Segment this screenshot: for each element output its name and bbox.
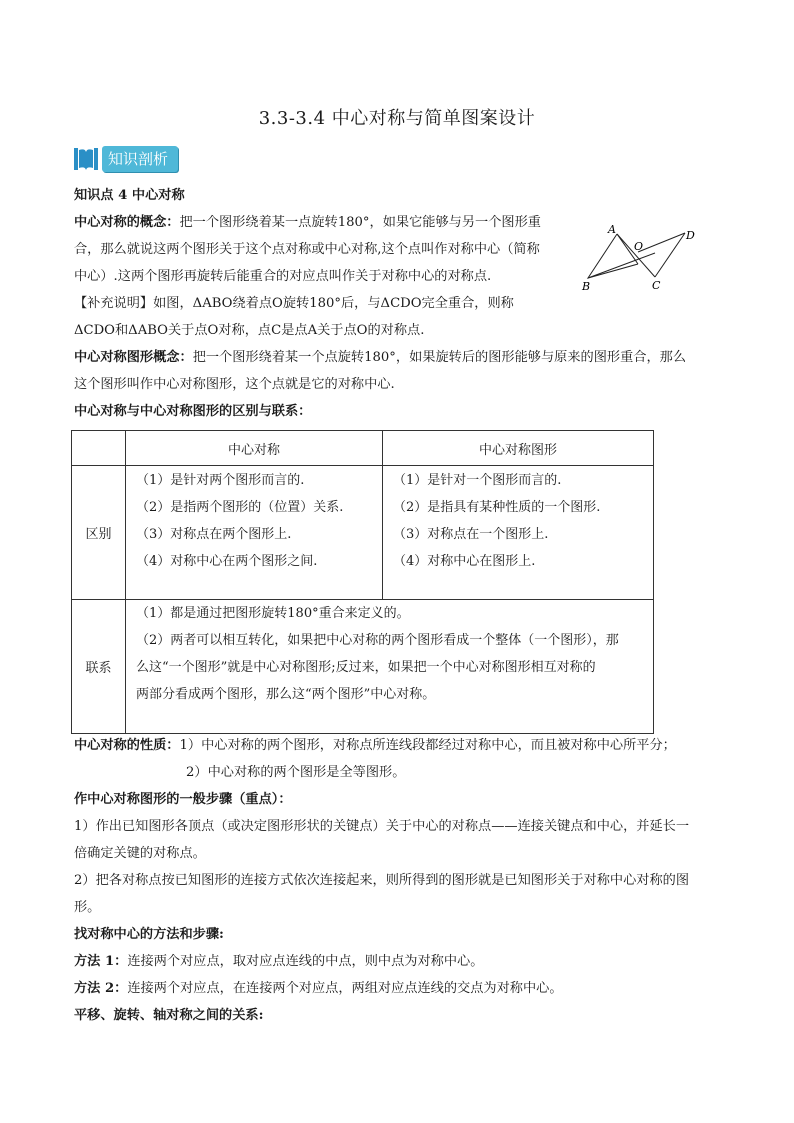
method-1-term: 方法 1： <box>74 954 128 969</box>
table-line: 两部分看成两个图形，那么这“两个图形”中心对称。 <box>136 687 436 702</box>
table-line: （4）对称中心在图形上. <box>393 554 536 569</box>
label-a: A <box>608 223 616 236</box>
difference-col1 <box>126 466 383 600</box>
properties-term: 中心对称的性质： <box>74 738 180 753</box>
find-center-heading: 找对称中心的方法和步骤: <box>74 927 224 942</box>
table-line: （4）对称中心在两个图形之间. <box>136 554 318 569</box>
relation-heading: 平移、旋转、轴对称之间的关系: <box>74 1008 264 1023</box>
triangle-abo <box>588 234 638 278</box>
method-2 <box>74 979 563 999</box>
table-corner-cell <box>72 431 126 466</box>
section-banner <box>73 145 178 173</box>
concept-term: 中心对称的概念： <box>74 215 180 230</box>
method-2-text: 连接两个对应点，在连接两个对应点，两组对应点连线的交点为对称中心。 <box>127 981 563 996</box>
table-line: （1）是针对一个图形而言的. <box>393 473 562 488</box>
banner-label: 知识剖析 <box>102 146 178 172</box>
book-icon <box>73 146 99 172</box>
header-central-symmetry: 中心对称 <box>126 431 383 466</box>
shape-concept-line-2: 这个图形叫作中心对称图形，这个点就是它的对称中心. <box>74 377 395 392</box>
page-title: 3.3-3.4 中心对称与简单图案设计 <box>258 108 536 129</box>
shape-concept-line-1 <box>74 348 686 368</box>
knowledge-point-heading: 知识点 4 中心对称 <box>74 188 185 203</box>
table-line: （1）都是通过把图形旋转180°重合来定义的。 <box>136 606 410 621</box>
table-line: （3）对称点在两个图形上. <box>136 527 292 542</box>
properties-line-2: 2）中心对称的两个图形是全等图形。 <box>186 765 406 780</box>
step-1-line-a: 1）作出已知图形各顶点（或决定图形形状的关键点）关于中心的对称点——连接关键点和中心，并延长一 <box>74 819 690 834</box>
concept-line-2: 合，那么就说这两个图形关于这个点对称或中心对称,这个点叫作对称中心（简称 <box>74 242 540 257</box>
comparison-table <box>71 430 654 734</box>
row-head-connection: 联系 <box>72 600 126 734</box>
properties-line-1 <box>74 736 676 756</box>
method-2-term: 方法 2： <box>74 981 128 996</box>
symmetry-figure <box>575 218 715 298</box>
supplement-line-1: 【补充说明】如图，ΔABO绕着点O旋转180°后，与ΔCDO完全重合，则称 <box>74 296 514 311</box>
method-1 <box>74 952 483 972</box>
label-d: D <box>686 229 695 242</box>
label-o: O <box>634 240 644 253</box>
steps-heading: 作中心对称图形的一般步骤（重点）： <box>74 792 292 807</box>
connection-cell <box>126 600 654 734</box>
properties-text: 1）中心对称的两个图形，对称点所连线段都经过对称中心，而且被对称中心所平分； <box>179 738 676 753</box>
table-line: （1）是针对两个图形而言的. <box>136 473 305 488</box>
method-1-text: 连接两个对应点，取对应点连线的中点，则中点为对称中心。 <box>127 954 484 969</box>
shape-concept-text: 把一个图形绕着某一个点旋转180°，如果旋转后的图形能够与原来的图形重合，那么 <box>192 350 687 365</box>
row-head-difference: 区别 <box>72 466 126 600</box>
concept-line-3: 中心）.这两个图形再旋转后能重合的对应点叫作关于对称中心的对称点. <box>74 269 492 284</box>
shape-concept-term: 中心对称图形概念： <box>74 350 193 365</box>
concept-line-1 <box>74 213 541 233</box>
label-b: B <box>582 280 591 293</box>
supplement-line-2: ΔCDO和ΔABO关于点O对称，点C是点A关于点O的对称点. <box>74 323 425 338</box>
table-line: （2）是指具有某种性质的一个图形. <box>393 500 601 515</box>
table-line: 么这“一个图形”就是中心对称图形;反过来，如果把一个中心对称图形相互对称的 <box>136 660 596 675</box>
table-line: （2）是指两个图形的（位置）关系. <box>136 500 344 515</box>
step-1-line-b: 倍确定关键的对称点。 <box>74 846 206 861</box>
concept-text: 把一个图形绕着某一点旋转180°，如果它能够与另一个图形重 <box>179 215 541 230</box>
step-2-line-b: 形。 <box>74 900 101 915</box>
table-line: （2）两者可以相互转化，如果把中心对称的两个图形看成一个整体（一个图形），那 <box>136 633 619 648</box>
header-centrosymmetric-figure: 中心对称图形 <box>383 431 654 466</box>
difference-heading: 中心对称与中心对称图形的区别与联系： <box>74 404 312 419</box>
label-c: C <box>652 279 661 292</box>
step-2-line-a: 2）把各对称点按已知图形的连接方式依次连接起来，则所得到的图形就是已知图形关于对称中心对称的图 <box>74 873 690 888</box>
difference-col2 <box>383 466 654 600</box>
table-line: （3）对称点在一个图形上. <box>393 527 549 542</box>
